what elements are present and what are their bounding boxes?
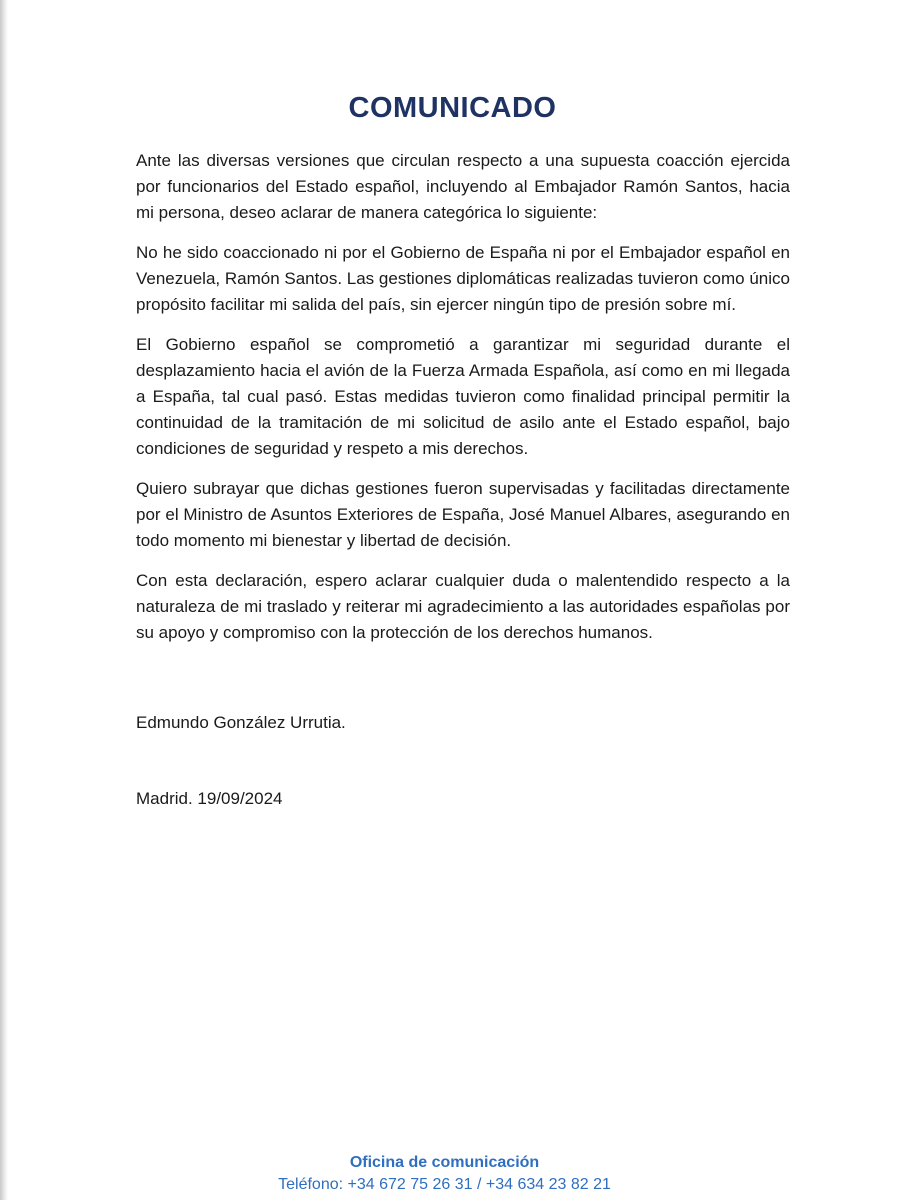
paragraph-3: El Gobierno español se comprometió a garantizar mi seguridad durante el desplazamiento hacia el avión de la Fuerza Armada Española, así como en mi llegada a España, tal cual pasó. Estas medidas tuvieron como finalidad principal permitir la continuidad de la tramitación de mi solicitud de asilo ante el Estado español, bajo condiciones de seguridad y respeto a mis derechos.	[136, 335, 790, 458]
place-date: Madrid. 19/09/2024	[136, 789, 283, 808]
document-title: COMUNICADO	[348, 92, 557, 124]
document-page	[8, 0, 905, 1200]
footer-phone: Teléfono: +34 672 75 26 31 / +34 634 23 82 21	[278, 1176, 611, 1193]
paragraph-1: Ante las diversas versiones que circulan respecto a una supuesta coacción ejercida por funcionarios del Estado español, incluyendo al Embajador Ramón Santos, hacia mi persona, deseo aclarar de manera categórica lo siguiente:	[136, 151, 790, 222]
signature: Edmundo González Urrutia.	[136, 713, 346, 732]
footer	[0, 1152, 897, 1196]
paragraph-5: Con esta declaración, espero aclarar cualquier duda o malentendido respecto a la naturaleza de mi traslado y reiterar mi agradecimiento a las autoridades españolas por su apoyo y compromiso con la protección de los derechos humanos.	[136, 571, 790, 642]
paragraph-2: No he sido coaccionado ni por el Gobierno de España ni por el Embajador español en Venezuela, Ramón Santos. Las gestiones diplomáticas realizadas tuvieron como único propósito facilitar mi salida del país, sin ejercer ningún tipo de presión sobre mí.	[136, 243, 790, 314]
document-body	[136, 148, 790, 660]
footer-office: Oficina de comunicación	[349, 1154, 540, 1171]
page-edge-shadow	[0, 0, 8, 1200]
paragraph-4: Quiero subrayar que dichas gestiones fueron supervisadas y facilitadas directamente por el Ministro de Asuntos Exteriores de España, José Manuel Albares, asegurando en todo momento mi bienestar y libertad de decisión.	[136, 479, 790, 550]
